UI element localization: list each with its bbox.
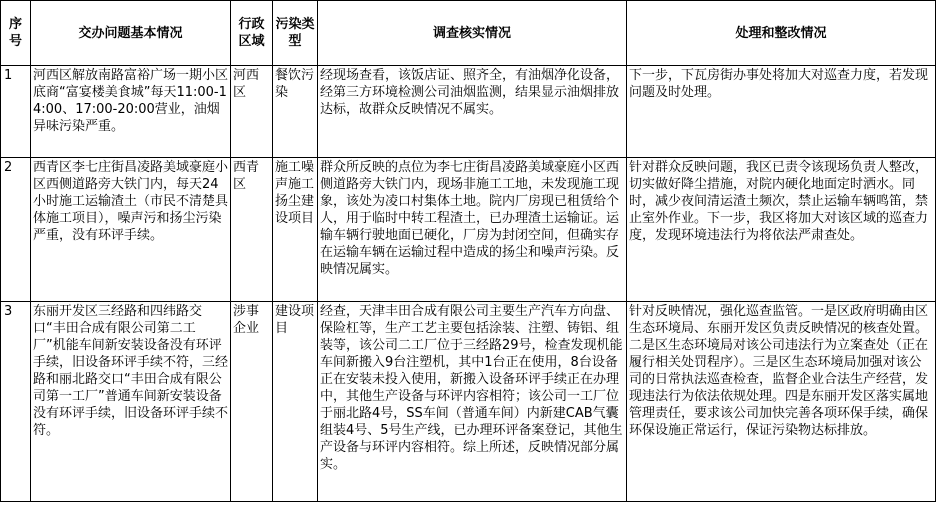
- row-handling: 针对反映情况，强化巡查监管。一是区政府明确由区生态环境局、东丽开发区负责反映情况的核查处置。二是区生态环境局对该公司违法行为立案查处（正在履行相关处罚程序）。三是区生态环境局加强对该公司的日常执法巡查检查，监督企业合法生产经营，发现违法行为依法依规处理。四是东丽开发区落实属地管理责任，要求该公司加快完善各项环保手续，确保环保设施正常运行，保证污染物达标排放。: [627, 302, 936, 502]
- table-row: [1, 302, 936, 502]
- header-handling: 处理和整改情况: [627, 1, 936, 66]
- header-district: 行政区域: [231, 1, 273, 66]
- row-investigation: 经查，天津丰田合成有限公司主要生产汽车方向盘、保险杠等，生产工艺主要包括涂装、注塑、铸铝、组装等，该公司二工厂位于三经路29号，检查发现机能车间新搬入9台注塑机，其中1台正在使用，8台设备正在安装未投入使用，新搬入设备环评手续正在办理中，其他生产设备与环评内容相符；该公司一工厂位于丽北路4号，SS车间（普通车间）内新建CAB气囊组装4号、5号生产线，已办理环评备案登记，其他生产设备与环评内容相符。综上所述，反映情况部分属实。: [318, 302, 627, 502]
- row-district: 河西区: [231, 66, 273, 158]
- header-investigation: 调查核实情况: [318, 1, 627, 66]
- table-header-row: [1, 1, 936, 66]
- row-pollution-type: 施工噪声施工扬尘建设项目: [273, 158, 318, 302]
- row-pollution-type: 建设项目: [273, 302, 318, 502]
- row-basic-info: 河西区解放南路富裕广场一期小区底商“富宴楼美食城”每天11:00-14:00、17:00-20:00营业，油烟异味污染严重。: [31, 66, 231, 158]
- row-handling: 下一步，下瓦房街办事处将加大对巡查力度，若发现问题及时处理。: [627, 66, 936, 158]
- header-pollution-type: 污染类型: [273, 1, 318, 66]
- row-index: 1: [1, 66, 31, 158]
- header-index: 序号: [1, 1, 31, 66]
- row-investigation: 群众所反映的点位为李七庄街昌凌路美域豪庭小区西侧道路旁大铁门内，现场非施工工地，未发现施工现象，该处为凌口村集体土地。院内厂房现已租赁给个人，用于临时中转工程渣土，已办理渣土运输证。运输车辆行驶地面已硬化，厂房为封闭空间，但确实存在运输车辆在运输过程中造成的扬尘和噪声污染。反映情况属实。: [318, 158, 627, 302]
- row-investigation: 经现场查看，该饭店证、照齐全，有油烟净化设备，经第三方环境检测公司油烟监测，结果显示油烟排放达标，故群众反映情况不属实。: [318, 66, 627, 158]
- table-row: [1, 66, 936, 158]
- row-district: 西青区: [231, 158, 273, 302]
- table-row: [1, 158, 936, 302]
- row-index: 3: [1, 302, 31, 502]
- row-pollution-type: 餐饮污染: [273, 66, 318, 158]
- header-basic-info: 交办问题基本情况: [31, 1, 231, 66]
- row-handling: 针对群众反映问题，我区已责令该现场负责人整改，切实做好降尘措施，对院内硬化地面定时洒水。同时，减少夜间清运渣土频次，禁止运输车辆鸣笛，禁止室外作业。下一步，我区将加大对该区域的巡查力度，发现环境违法行为将依法严肃查处。: [627, 158, 936, 302]
- row-index: 2: [1, 158, 31, 302]
- row-basic-info: 东丽开发区三经路和四纬路交口“丰田合成有限公司第二工厂”机能车间新安装设备没有环评手续，旧设备环评手续不符，三经路和丽北路交口“丰田合成有限公司第一工厂”普通车间新安装设备没有环评手续，旧设备环评手续不符。: [31, 302, 231, 502]
- row-basic-info: 西青区李七庄街昌凌路美域豪庭小区西侧道路旁大铁门内，每天24小时施工运输渣土（市民不清楚具体施工项目），噪声污和扬尘污染严重，没有环评手续。: [31, 158, 231, 302]
- row-district: 涉事企业: [231, 302, 273, 502]
